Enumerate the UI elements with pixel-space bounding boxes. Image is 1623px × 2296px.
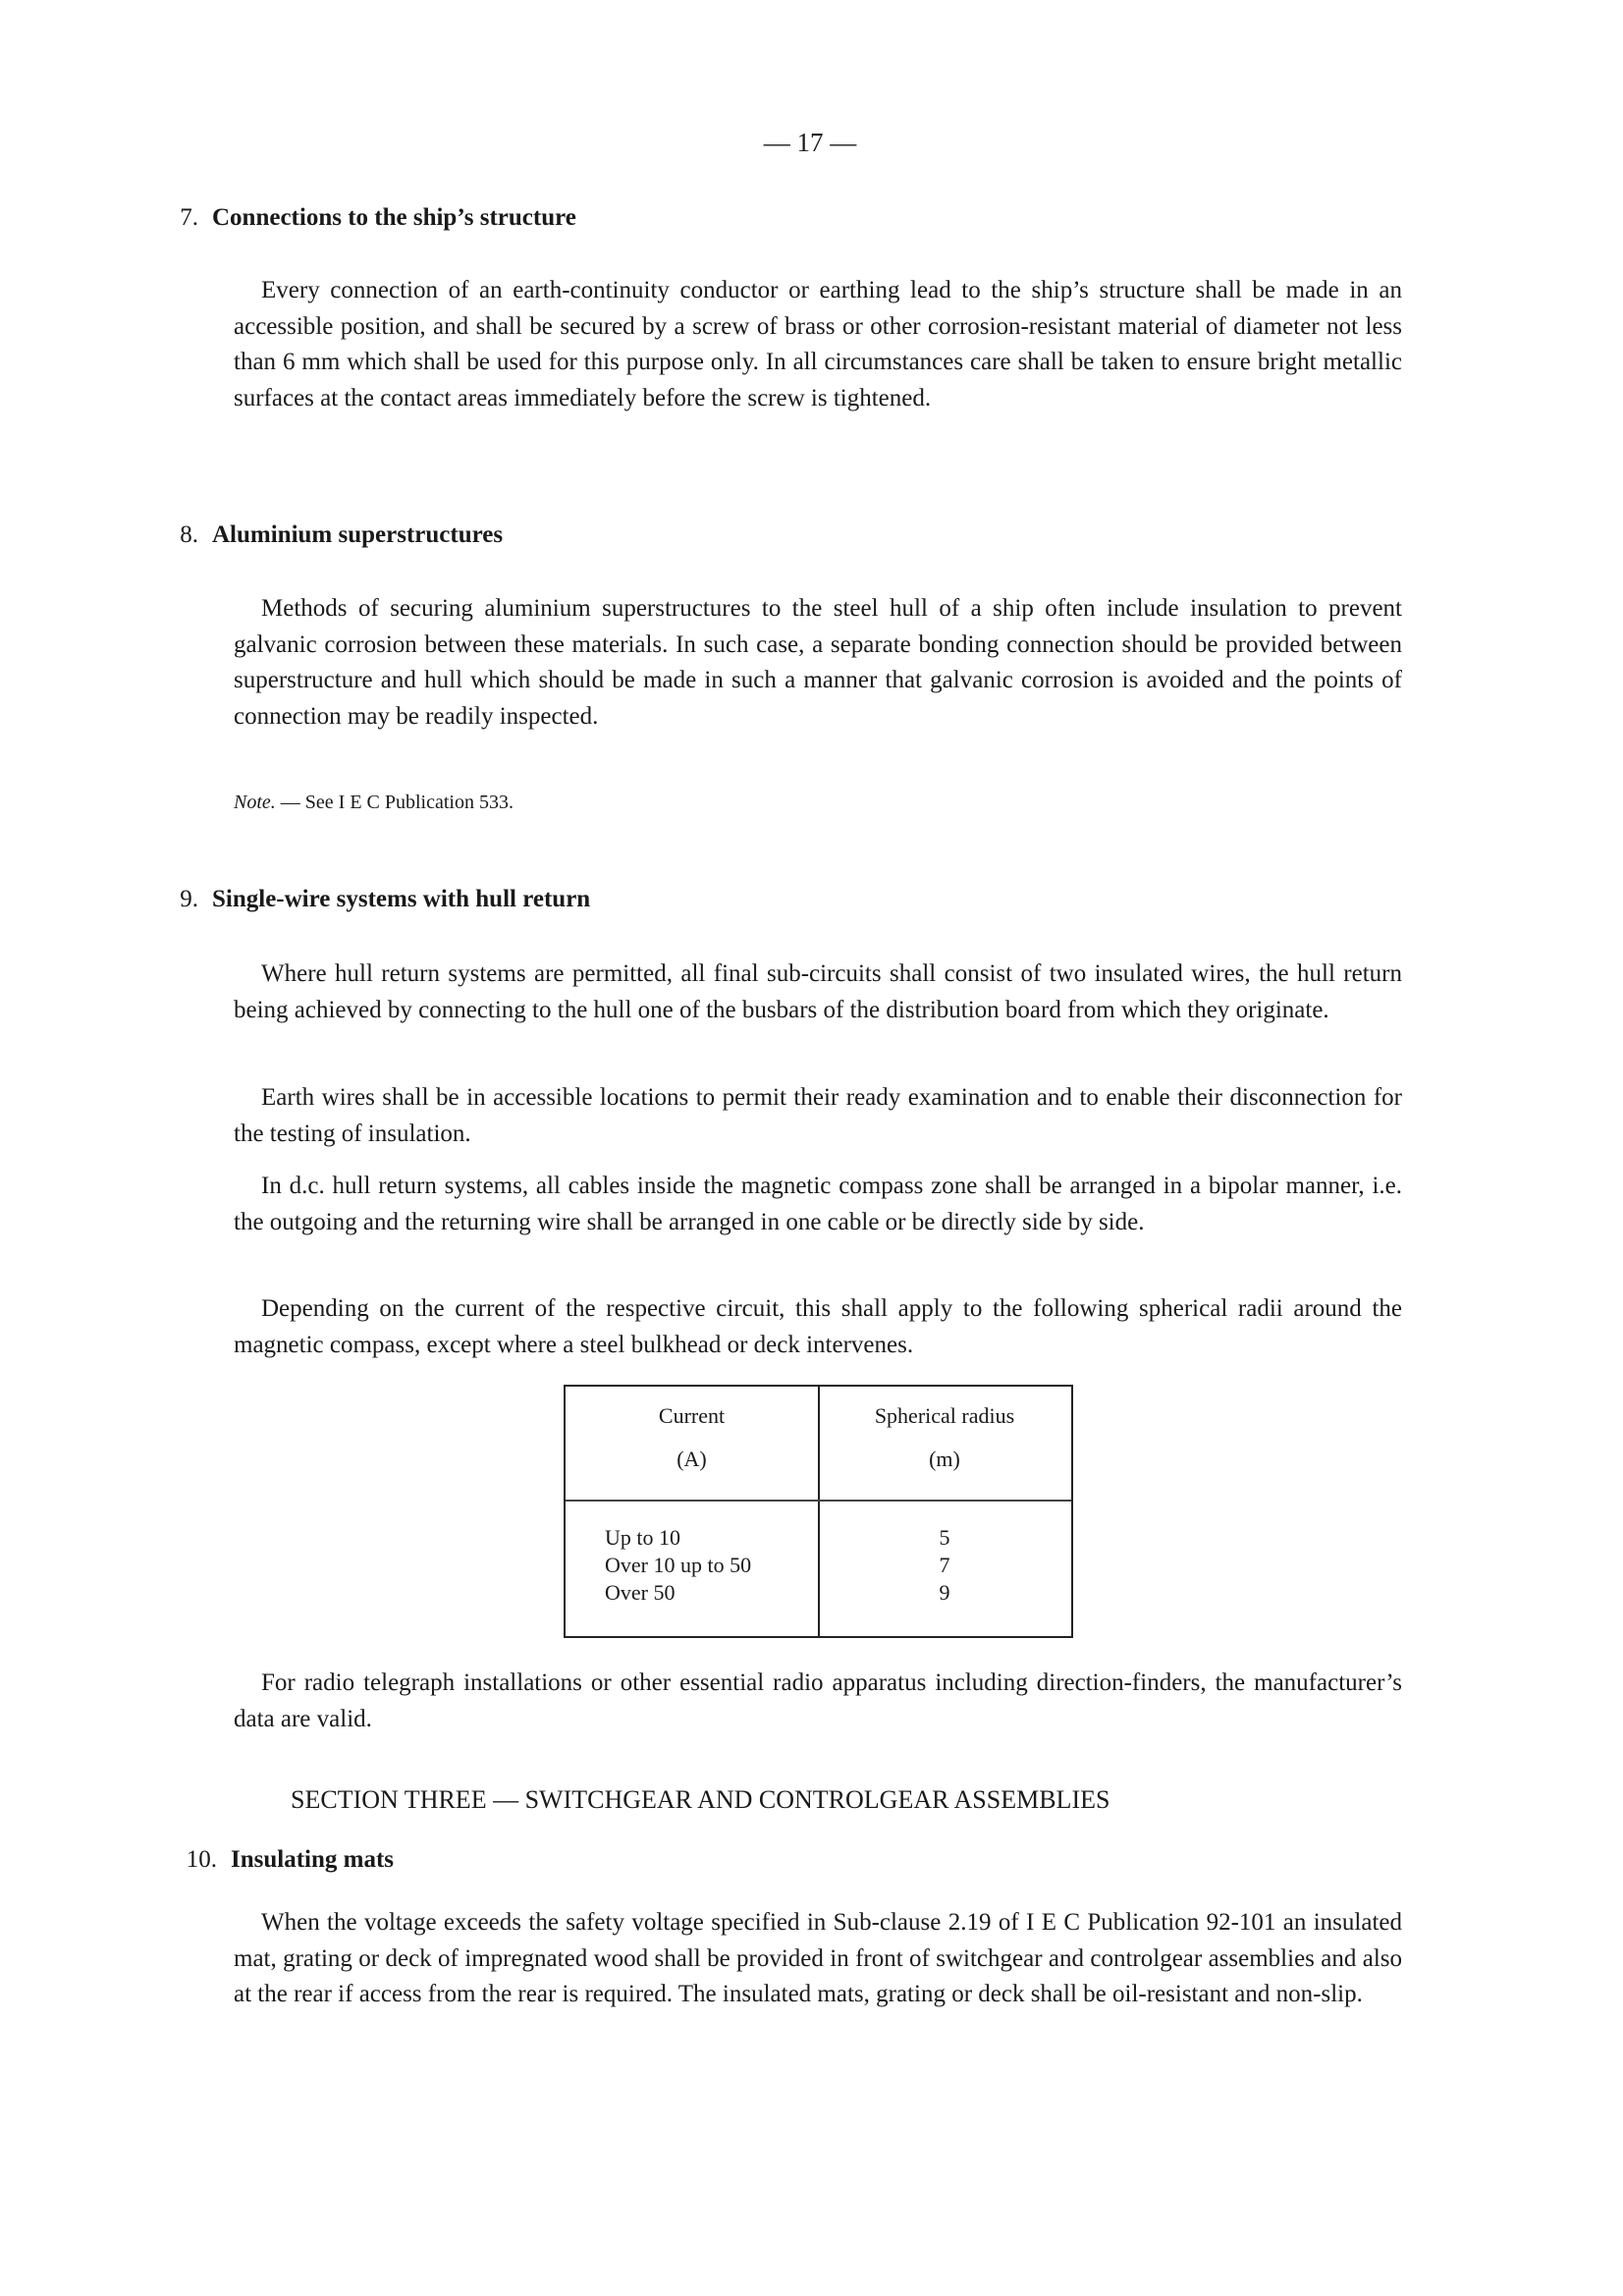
header-label: Spherical radius bbox=[874, 1403, 1015, 1428]
table-header-rule bbox=[566, 1500, 1071, 1502]
note-text: — See I E C Publication 533. bbox=[275, 792, 514, 813]
table-cell: 7 bbox=[939, 1553, 950, 1577]
paragraph: Earth wires shall be in accessible locations to permit their ready examination and to enable their disconnection for the testing of insulation. bbox=[234, 1084, 1402, 1147]
section-heading-7 bbox=[180, 204, 576, 232]
section-heading-10 bbox=[186, 1846, 395, 1874]
header-unit: (A) bbox=[676, 1447, 707, 1471]
table-header-radius bbox=[818, 1394, 1071, 1481]
radius-table bbox=[564, 1385, 1073, 1638]
note-label: Note. bbox=[234, 792, 276, 813]
table-cell: Over 10 up to 50 bbox=[605, 1553, 752, 1577]
paragraph: Methods of securing aluminium superstructures to the steel hull of a ship often include insulation to prevent galvanic corrosion between these materials. In such case, a separate bonding connection should be provided between superstructure and hull which should be made in such a manner that galvanic corrosion is avoided and the points of connection may be readily inspected. bbox=[234, 595, 1402, 730]
section-title: Single-wire systems with hull return bbox=[212, 886, 591, 912]
table-cell: 9 bbox=[939, 1580, 950, 1605]
paragraph: For radio telegraph installations or other essential radio apparatus including direction-finders, the manufacturer’s data are valid. bbox=[234, 1669, 1402, 1732]
section-title: Connections to the ship’s structure bbox=[212, 204, 576, 231]
section-number: 7. bbox=[180, 204, 198, 231]
table-header-current bbox=[566, 1394, 818, 1481]
paragraph: Every connection of an earth-continuity conductor or earthing lead to the ship’s structure shall be made in an accessible position, and shall be secured by a screw of brass or other corrosion-resistant material of diameter not less than 6 mm which shall be used for this purpose only. In all circumstances care shall be taken to ensure bright metallic surfaces at the contact areas immediately before the screw is tightened. bbox=[234, 277, 1402, 411]
section-number: 8. bbox=[180, 521, 198, 548]
section-title: Aluminium superstructures bbox=[212, 521, 504, 548]
section-heading-9 bbox=[180, 886, 591, 913]
section-number: 9. bbox=[180, 886, 198, 912]
current-column bbox=[605, 1524, 751, 1607]
header-unit: (m) bbox=[929, 1447, 960, 1471]
section-title: Insulating mats bbox=[231, 1846, 395, 1873]
table-cell: 5 bbox=[939, 1525, 950, 1550]
table-cell: Over 50 bbox=[605, 1580, 676, 1605]
page-number: — 17 — bbox=[763, 128, 857, 157]
radius-column bbox=[818, 1524, 1071, 1607]
note bbox=[234, 792, 514, 814]
paragraph: Where hull return systems are permitted, all final sub-circuits shall consist of two insulated wires, the hull return being achieved by connecting to the hull one of the busbars of the distribution board from which they originate. bbox=[234, 960, 1402, 1023]
header-label: Current bbox=[658, 1403, 726, 1428]
section-heading-8 bbox=[180, 521, 504, 549]
paragraph: Depending on the current of the respective circuit, this shall apply to the following spherical radii around the magnetic compass, except where a steel bulkhead or deck intervenes. bbox=[234, 1295, 1402, 1358]
section-three-title: SECTION THREE — SWITCHGEAR AND CONTROLGEAR ASSEMBLIES bbox=[291, 1785, 1110, 1814]
paragraph: When the voltage exceeds the safety voltage specified in Sub-clause 2.19 of I E C Publication 92-101 an insulated mat, grating or deck of impregnated wood shall be provided in front of switchgear and controlgear assemblies and also at the rear if access from the rear is required. The insulated mats, grating or deck shall be oil-resistant and non-slip. bbox=[234, 1909, 1402, 2007]
paragraph: In d.c. hull return systems, all cables inside the magnetic compass zone shall be arranged in a bipolar manner, i.e. the outgoing and the returning wire shall be arranged in one cable or be directly side by side. bbox=[234, 1173, 1402, 1235]
table-cell: Up to 10 bbox=[605, 1525, 680, 1550]
section-number: 10. bbox=[186, 1846, 217, 1873]
